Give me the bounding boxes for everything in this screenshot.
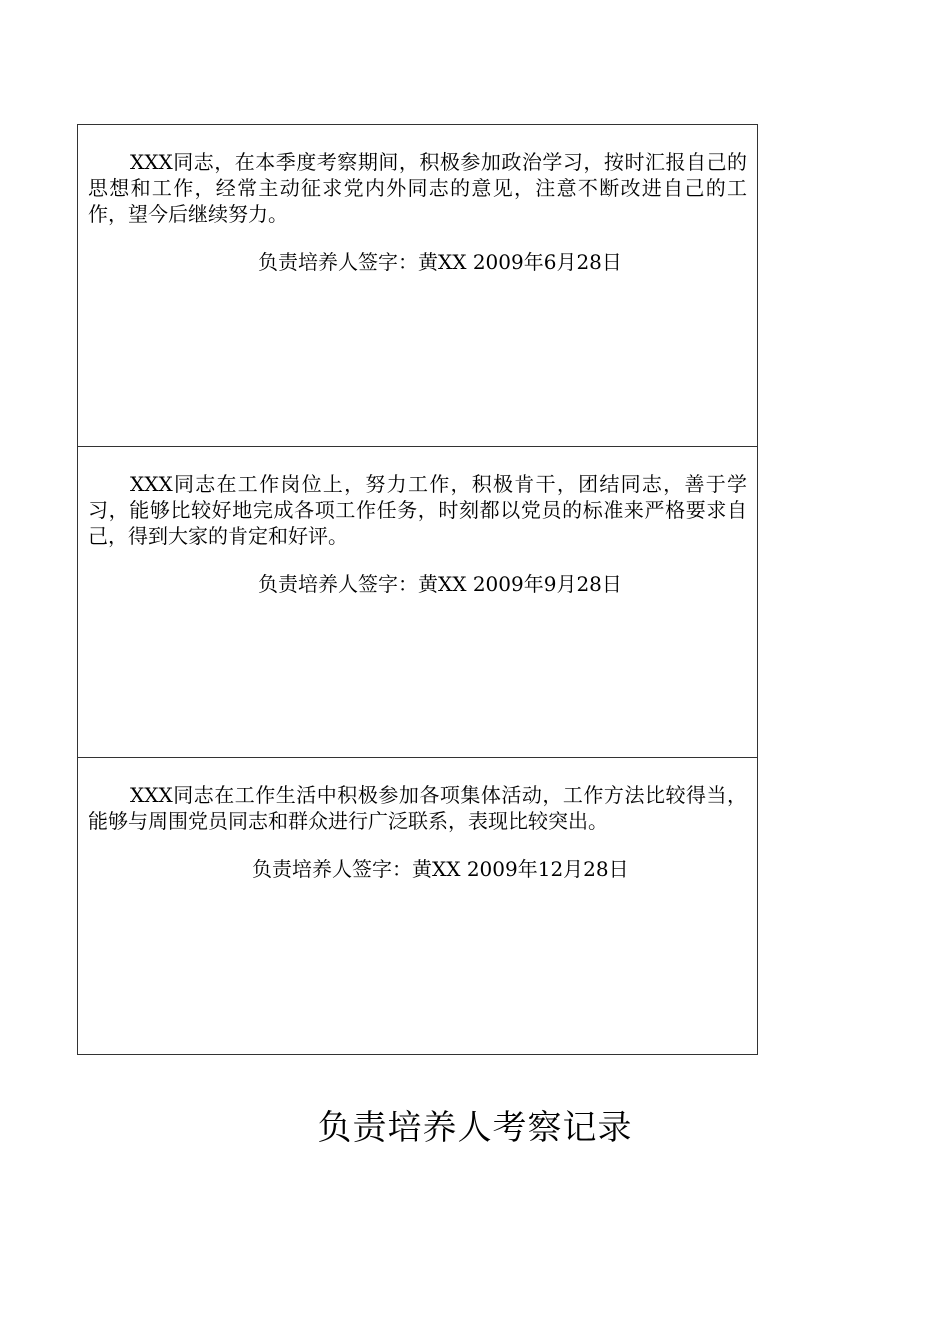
record-cell-q4 xyxy=(78,758,757,1054)
record-signature: 负责培养人签字：黄XX 2009年6月28日 xyxy=(258,250,622,274)
record-signature: 负责培养人签字：黄XX 2009年12月28日 xyxy=(252,857,629,881)
record-cell-q2 xyxy=(78,125,757,447)
record-cell-q3 xyxy=(78,447,757,758)
page-title: 负责培养人考察记录 xyxy=(317,1108,633,1148)
record-table xyxy=(77,124,758,1055)
record-signature: 负责培养人签字：黄XX 2009年9月28日 xyxy=(258,572,622,596)
record-text: XXX同志在工作岗位上，努力工作，积极肯干，团结同志，善于学习，能够比较好地完成各项工作任务，时刻都以党员的标准来严格要求自己，得到大家的肯定和好评。 xyxy=(88,472,747,548)
record-text: XXX同志，在本季度考察期间，积极参加政治学习，按时汇报自己的思想和工作，经常主动征求党内外同志的意见，注意不断改进自己的工作，望今后继续努力。 xyxy=(88,150,747,226)
record-text: XXX同志在工作生活中积极参加各项集体活动，工作方法比较得当，能够与周围党员同志和群众进行广泛联系，表现比较突出。 xyxy=(88,783,747,833)
